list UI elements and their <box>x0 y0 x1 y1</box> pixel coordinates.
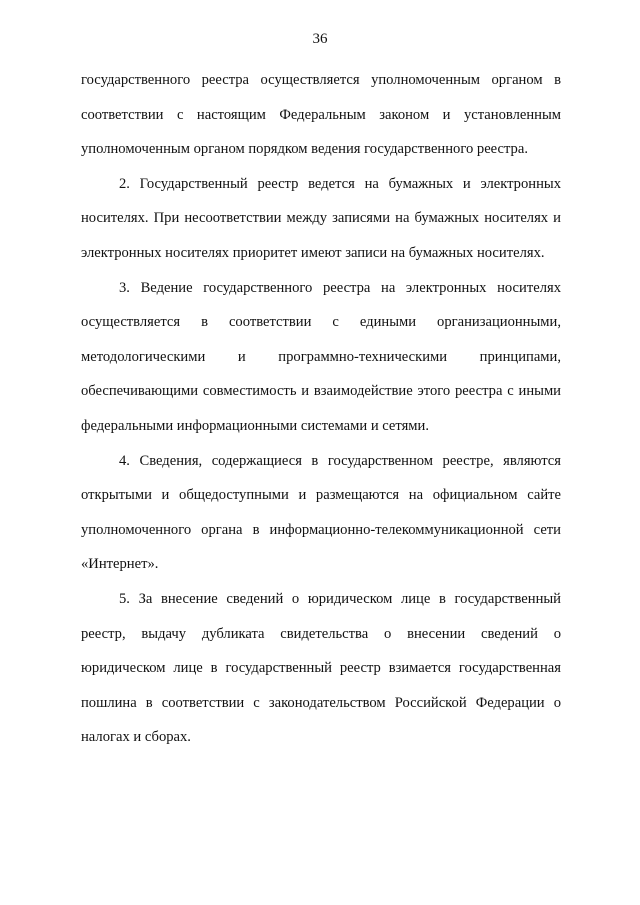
paragraph-4: 4. Сведения, содержащиеся в государственном реестре, являются открытыми и общедоступными и размещаются на официальном сайте уполномоченного органа в информационно-телекоммуникационной сети «Интернет». <box>81 452 561 573</box>
paragraph-3: 3. Ведение государственного реестра на электронных носителях осуществляется в соответствии с едиными организационными, методологическими и программно-техническими принципами, обеспечивающими совместимость и взаимодействие этого реестра с иными федеральными информационными системами и сетями. <box>81 279 561 434</box>
paragraph-continuation: государственного реестра осуществляется уполномоченным органом в соответствии с настоящим Федеральным законом и установленным уполномоченным органом порядком ведения государственного реестра. <box>81 72 561 158</box>
paragraph-2: 2. Государственный реестр ведется на бумажных и электронных носителях. При несоответствии между записями на бумажных носителях и электронных носителях приоритет имеют записи на бумажных носителях. <box>81 175 561 261</box>
document-body <box>81 63 561 755</box>
paragraph-5: 5. За внесение сведений о юридическом лице в государственный реестр, выдачу дубликата свидетельства о внесении сведений о юридическом лице в государственный реестр взимается государственная пошлина в соответствии с законодательством Российской Федерации о налогах и сборах. <box>81 590 561 746</box>
page-number: 36 <box>312 31 328 47</box>
